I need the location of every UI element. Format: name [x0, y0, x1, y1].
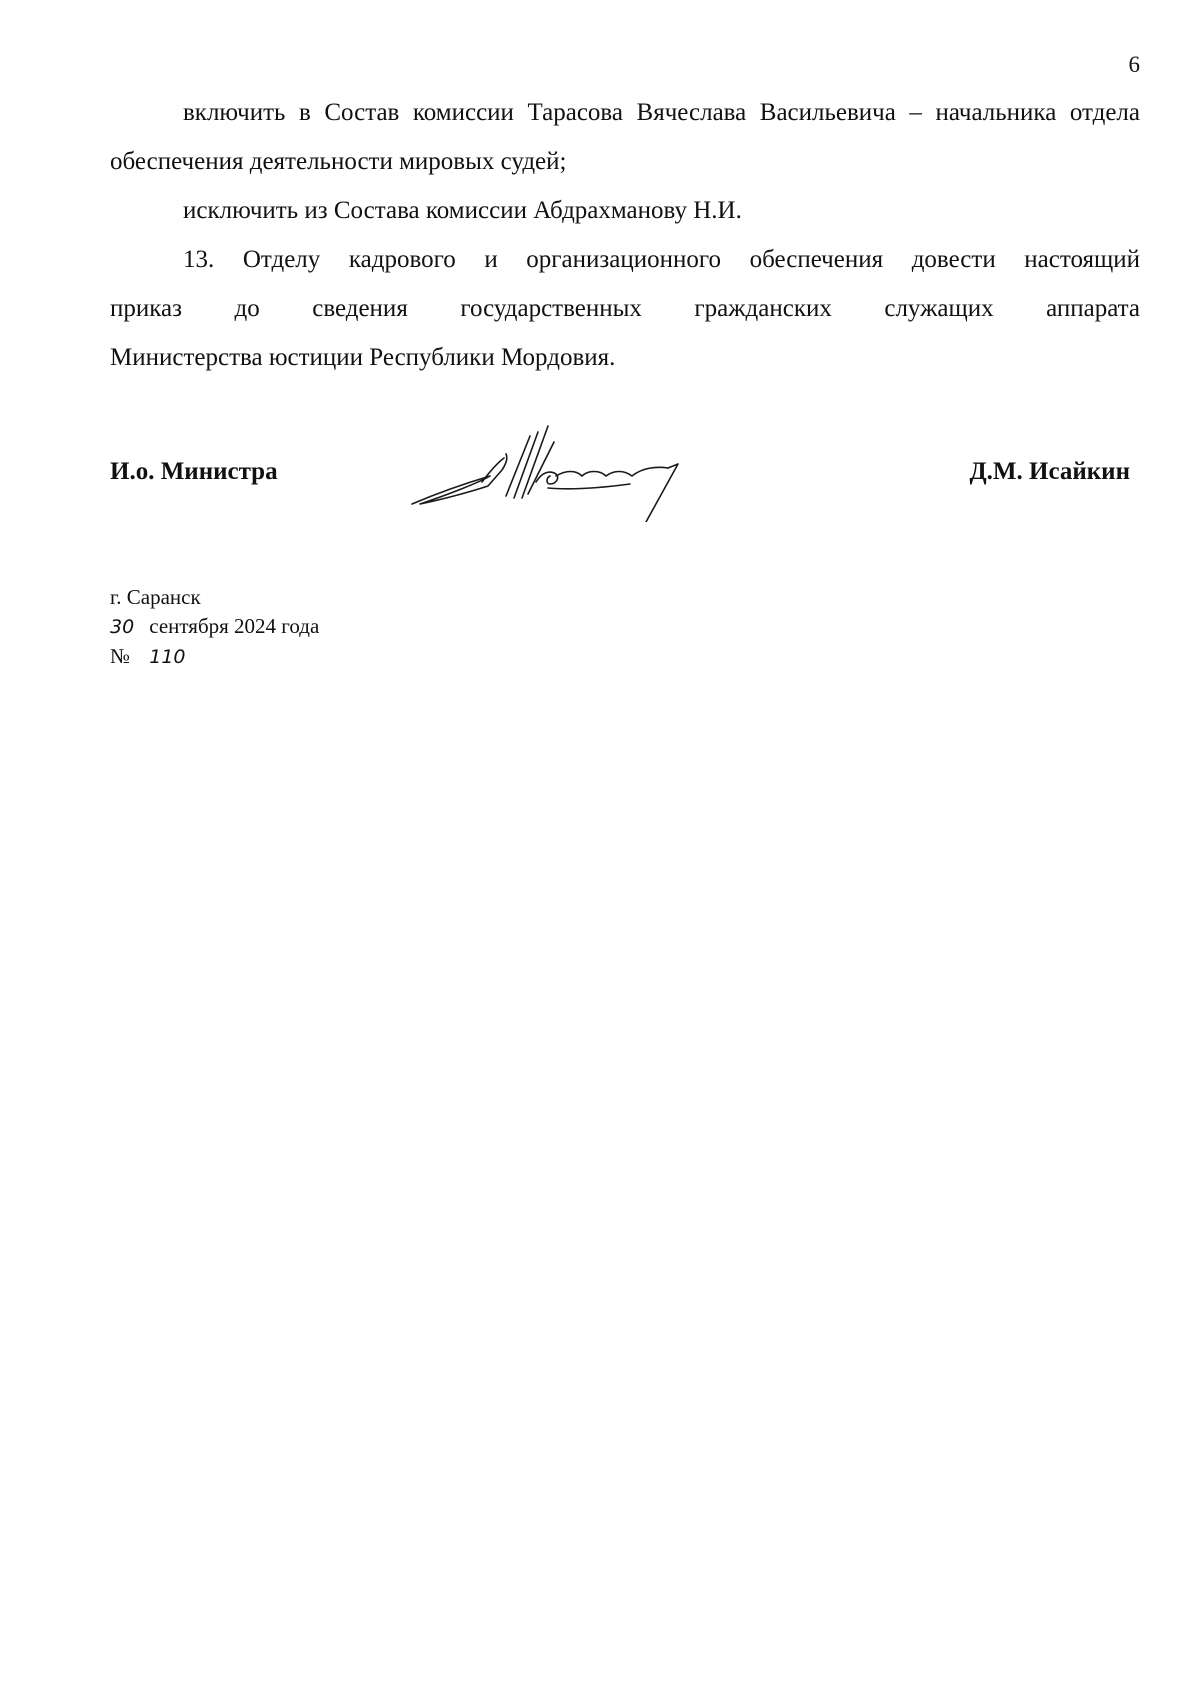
paragraph-exclude-member: исключить из Состава комиссии Абдрахманову Н.И.	[183, 197, 742, 224]
order-number-label: №	[110, 644, 131, 668]
handwritten-signature-icon	[410, 412, 700, 522]
signature-row	[110, 452, 1130, 512]
date-day-handwritten: 30	[110, 616, 135, 638]
city-line: г. Саранск	[110, 585, 201, 609]
document-footer	[110, 583, 319, 672]
date-line	[110, 612, 319, 642]
paragraph-include-member: включить в Состав комиссии Тарасова Вячеслава Васильевича – начальника отдела обеспечения деятельности мировых судей;	[110, 99, 1140, 175]
paragraph-item-13-line-2: приказ до сведения государственных гражданских служащих аппарата	[110, 295, 1140, 322]
date-month-year: сентября 2024 года	[149, 614, 320, 638]
paragraph-item-13-line-3: Министерства юстиции Республики Мордовия.	[110, 344, 616, 371]
order-number-handwritten: 110	[149, 646, 186, 668]
paragraph-item-13-line-1: 13. Отделу кадрового и организационного обеспечения довести настоящий	[183, 246, 1140, 273]
signatory-title: И.о. Министра	[110, 458, 278, 485]
signatory-name: Д.М. Исайкин	[969, 458, 1130, 485]
document-body	[110, 88, 1140, 382]
order-number-line	[110, 642, 319, 672]
page-number: 6	[1128, 52, 1140, 77]
